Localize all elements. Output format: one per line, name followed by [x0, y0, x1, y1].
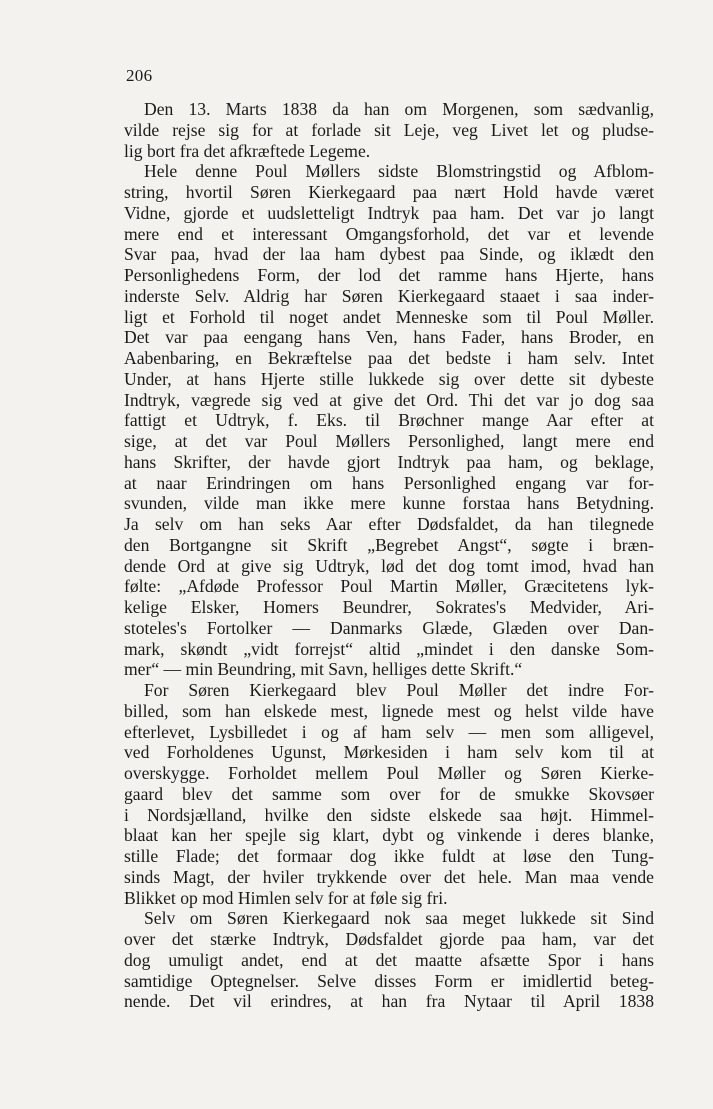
text-line: dende Ord at give sig Udtryk, lød det dog tomt imod, hvad han [124, 555, 654, 576]
text-line: vilde rejse sig for at forlade sit Leje, veg Livet let og pludse- [124, 119, 654, 140]
text-line: at naar Erindringen om hans Personlighed engang var for- [124, 472, 654, 493]
text-line: i Nordsjælland, hvilke den sidste elskede saa højt. Himmel- [124, 804, 654, 825]
text-line: Under, at hans Hjerte stille lukkede sig over dette sit dybeste [124, 368, 654, 389]
text-line: mere end et interessant Omgangsforhold, det var et levende [124, 223, 654, 244]
text-line: ved Forholdenes Ugunst, Mørkesiden i ham selv kom til at [124, 742, 654, 763]
text-line: den Bortgangne sit Skrift „Begrebet Angst“, søgte i bræn- [124, 534, 654, 555]
text-line: stille Flade; det formaar dog ikke fuldt at løse den Tung- [124, 846, 654, 866]
text-line: over det stærke Indtryk, Dødsfaldet gjorde paa ham, var det [124, 929, 654, 949]
text-line: sinds Magt, der hviler trykkende over det hele. Man maa vende [124, 866, 654, 887]
text-line: ligt et Forhold til noget andet Menneske som til Poul Møller. [124, 306, 654, 327]
text-line: For Søren Kierkegaard blev Poul Møller det indre For- [144, 680, 654, 700]
text-line: samtidige Optegnelser. Selve disses Form er imidlertid beteg- [124, 970, 654, 991]
page-number: 206 [126, 66, 153, 85]
text-line: Svar paa, hvad der laa ham dybest paa Sinde, og iklædt den [124, 244, 654, 265]
text-line: hans Skrifter, der havde gjort Indtryk paa ham, og beklage, [124, 451, 654, 472]
text-line: efterlevet, Lysbilledet i og af ham selv — men som alligevel, [124, 721, 654, 742]
text-line: Hele denne Poul Møllers sidste Blomstringstid og Afblom- [144, 161, 654, 182]
text-line: kelige Elsker, Homers Beundrer, Sokrates's Medvider, Ari- [124, 597, 654, 617]
text-line: dog umuligt andet, end at det maatte afsætte Spor i hans [124, 949, 654, 970]
text-line: følte: „Afdøde Professor Poul Martin Møller, Græcitetens lyk- [124, 576, 654, 597]
text-line: svunden, vilde man ikke mere kunne forstaa hans Betydning. [124, 493, 654, 514]
text-line: Aabenbaring, en Bekræftelse paa det bedste i ham selv. Intet [124, 348, 654, 368]
text-line: stoteles's Fortolker — Danmarks Glæde, Glæden over Dan- [124, 617, 654, 638]
text-line: inderste Selv. Aldrig har Søren Kierkegaard staaet i saa inder- [124, 285, 654, 306]
text-line: mark, skøndt „vidt forrejst“ altid „mindet i den danske Som- [124, 638, 654, 659]
text-line: Det var paa eengang hans Ven, hans Fader, hans Broder, en [124, 327, 654, 348]
text-line: lig bort fra det afkræftede Legeme. [124, 140, 371, 161]
text-line: sige, at det var Poul Møllers Personlighed, langt mere end [124, 431, 654, 451]
text-line: Personlighedens Form, der lod det ramme hans Hjerte, hans [124, 265, 654, 285]
text-line: billed, som han elskede mest, lignede mest og helst vilde have [124, 700, 654, 721]
text-line: nende. Det vil erindres, at han fra Nytaar til April 1838 [124, 991, 654, 1012]
body-text [124, 99, 654, 1012]
text-line: Ja selv om han seks Aar efter Dødsfaldet, da han tilegnede [124, 514, 654, 534]
text-line: Vidne, gjorde et uudsletteligt Indtryk paa ham. Det var jo langt [124, 202, 654, 223]
text-line: Den 13. Marts 1838 da han om Morgenen, som sædvanlig, [144, 99, 654, 119]
text-line: Selv om Søren Kierkegaard nok saa meget lukkede sit Sind [144, 908, 654, 929]
text-line: Blikket op mod Himlen selv for at føle sig fri. [124, 887, 448, 908]
text-line: Indtryk, vægrede sig ved at give det Ord. Thi det var jo dog saa [124, 389, 654, 410]
text-line: overskygge. Forholdet mellem Poul Møller og Søren Kierke- [124, 763, 654, 783]
text-line: gaard blev det samme som over for de smukke Skovsøer [124, 783, 654, 804]
text-line: mer“ — min Beundring, mit Savn, helliges dette Skrift.“ [124, 659, 523, 680]
text-line: fattigt et Udtryk, f. Eks. til Brøchner mange Aar efter at [124, 410, 654, 431]
text-line: blaat kan her spejle sig klart, dybt og vinkende i deres blanke, [124, 825, 654, 846]
text-line: string, hvortil Søren Kierkegaard paa nært Hold havde været [124, 182, 654, 202]
